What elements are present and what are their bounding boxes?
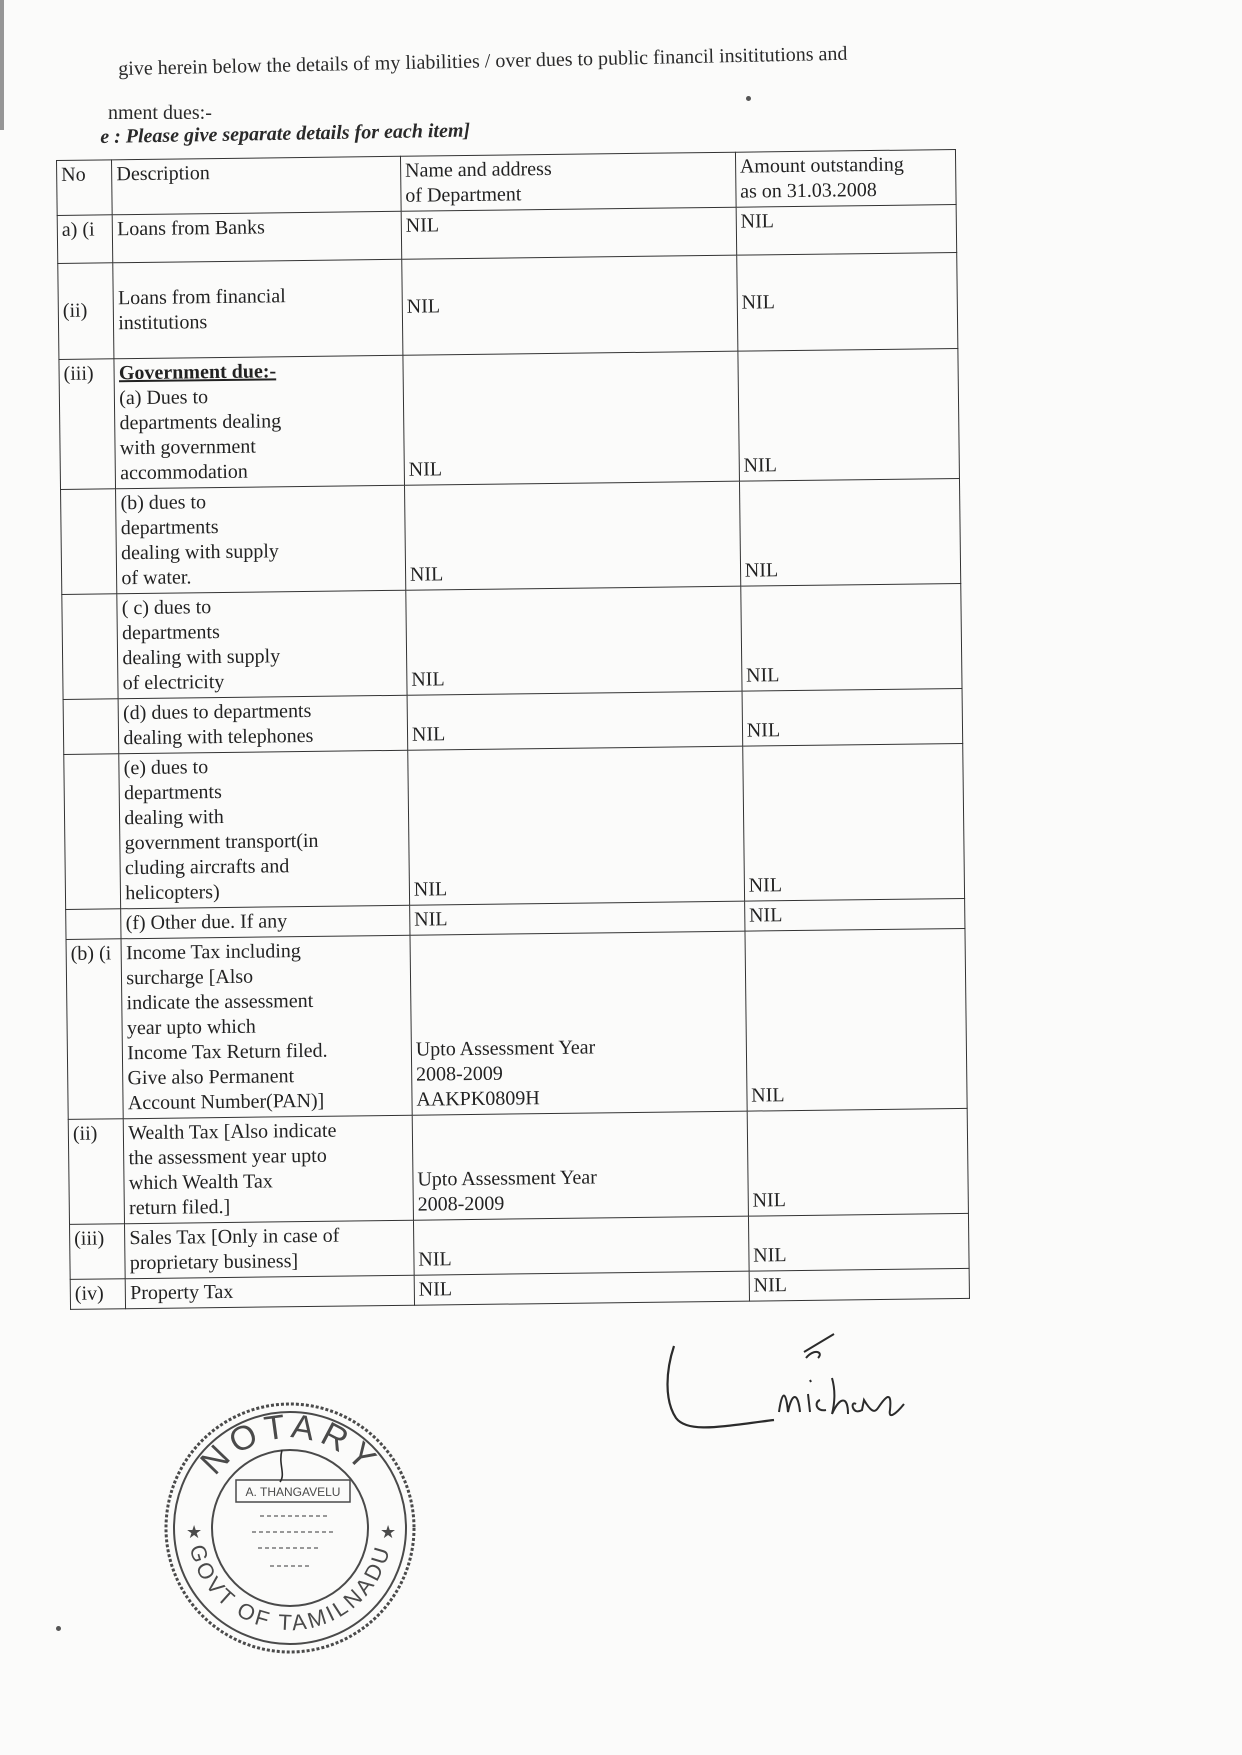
row-number: (iv) — [70, 1279, 126, 1310]
table-row — [62, 583, 962, 699]
row-description-line: (a) Dues to — [119, 386, 209, 410]
row-department — [406, 586, 742, 695]
row-description-line: with government — [119, 435, 257, 460]
intro-line-2: nment dues:- — [108, 102, 212, 124]
row-description-line: (d) dues to departments — [122, 699, 312, 725]
row-description-line: proprietary business] — [129, 1250, 299, 1275]
row-department — [408, 746, 745, 905]
table-row — [58, 253, 958, 360]
scan-speck — [746, 96, 751, 101]
stamp-star-left: ★ — [186, 1522, 203, 1543]
table-row — [66, 928, 967, 1119]
header-description: Description — [112, 156, 401, 215]
row-description-line: dealing with telephones — [123, 724, 314, 750]
row-department — [401, 207, 736, 259]
row-department — [410, 901, 745, 935]
table-body — [57, 205, 969, 1310]
row-amount: NIL — [739, 478, 961, 586]
table-row — [61, 478, 961, 594]
intro-line-1: give herein below the details of my liabilities / over dues to public financil insititutions and — [118, 42, 848, 80]
row-description — [119, 750, 409, 909]
row-amount: NIL — [745, 928, 967, 1111]
row-amount: NIL — [742, 688, 963, 746]
row-description-line: institutions — [118, 310, 208, 334]
table-row — [64, 743, 965, 909]
row-description — [112, 211, 401, 263]
row-number — [62, 594, 119, 700]
row-number: a) (i — [57, 215, 113, 264]
row-description — [117, 590, 407, 699]
header-department-line2: of Department — [405, 183, 522, 207]
row-heading: Government due:- — [118, 360, 277, 385]
row-department-line: NIL — [411, 668, 445, 691]
row-description — [116, 485, 406, 594]
row-department-line: Upto Assessment Year — [417, 1166, 597, 1191]
row-description-line: which Wealth Tax — [128, 1170, 273, 1195]
liabilities-table-wrapper — [56, 149, 970, 1310]
row-number: (b) (i — [66, 939, 123, 1120]
row-description-line: dealing with supply — [120, 540, 279, 565]
row-description-line: ( c) dues to — [121, 596, 212, 620]
row-description-line: Loans from financial — [117, 284, 286, 309]
liabilities-table — [56, 149, 970, 1310]
row-department-line: Upto Assessment Year — [415, 1036, 596, 1061]
row-description-line: Income Tax Return filed. — [127, 1039, 328, 1065]
row-amount: NIL — [736, 253, 957, 352]
row-department-line: NIL — [413, 878, 448, 901]
row-description-line: departments — [123, 781, 222, 805]
header-no: No — [57, 160, 113, 216]
row-description — [121, 905, 410, 939]
row-description-line: surcharge [Also — [126, 965, 254, 990]
row-description-line: departments — [121, 621, 220, 645]
row-department — [404, 481, 740, 590]
stamp-name: A. THANGAVELU — [245, 1485, 341, 1499]
row-description-line: accommodation — [119, 460, 248, 485]
row-department — [407, 691, 743, 750]
row-description — [125, 1220, 414, 1279]
row-department-line: 2008-2009 — [415, 1062, 503, 1086]
row-description-line: government transport(in — [124, 829, 319, 855]
stamp-top-text: NOTARY — [193, 1407, 387, 1482]
row-number: (ii) — [68, 1119, 125, 1225]
notary-stamp — [160, 1398, 420, 1658]
stamp-bottom-text: GOVT OF TAMILNADU — [184, 1541, 396, 1636]
row-description-line: Loans from Banks — [117, 216, 266, 241]
row-description — [121, 935, 412, 1119]
row-department — [403, 351, 739, 485]
row-department-line: 2008-2009 — [417, 1192, 505, 1216]
header-amount-line2: as on 31.03.2008 — [740, 178, 877, 203]
row-department-line: NIL — [418, 1278, 453, 1301]
scan-speck — [56, 1626, 61, 1631]
row-number — [66, 909, 122, 940]
row-department-line: AAKPK0809H — [416, 1087, 540, 1111]
row-description-line: departments — [120, 516, 219, 540]
row-description-line: (f) Other due. If any — [125, 910, 288, 935]
signature — [664, 1330, 964, 1440]
row-number — [64, 754, 121, 910]
row-department-line: NIL — [406, 295, 441, 318]
row-department-line: NIL — [411, 723, 446, 746]
row-description — [125, 1275, 414, 1309]
row-description-line: departments dealing — [119, 410, 282, 435]
row-department-line: NIL — [405, 214, 440, 237]
intro-note: e : Please give separate details for each item] — [100, 119, 471, 148]
row-number: (iii) — [59, 359, 116, 490]
row-description-line: the assessment year upto — [128, 1144, 327, 1170]
stamp-star-right: ★ — [380, 1522, 397, 1543]
row-amount: NIL — [742, 743, 964, 901]
row-department — [414, 1271, 749, 1305]
row-department — [402, 255, 738, 355]
row-number — [63, 699, 119, 755]
row-description-line: return filed.] — [128, 1195, 231, 1220]
row-description-line: (b) dues to — [120, 491, 207, 515]
row-description-line: Give also Permanent — [127, 1065, 295, 1090]
row-department — [410, 931, 747, 1115]
row-description-line: dealing with — [124, 806, 224, 830]
scan-edge-mark — [0, 0, 4, 130]
row-description-line: of water. — [121, 566, 192, 590]
row-amount: NIL — [741, 583, 963, 691]
row-amount: NIL — [747, 1108, 969, 1216]
header-amount-line1: Amount outstanding — [739, 153, 904, 178]
row-description-line: of electricity — [122, 670, 225, 695]
row-department-line: NIL — [418, 1248, 452, 1271]
table-row — [68, 1108, 968, 1224]
row-amount: NIL — [749, 1268, 970, 1301]
row-description-line: (e) dues to — [123, 756, 209, 780]
row-number: (ii) — [58, 263, 114, 360]
row-description — [118, 695, 407, 754]
row-number: (iii) — [70, 1224, 126, 1280]
row-description-line: Account Number(PAN)] — [127, 1089, 325, 1115]
row-amount: NIL — [738, 348, 960, 481]
row-description-line: cluding aircrafts and — [124, 855, 290, 880]
row-department-line: NIL — [414, 908, 448, 931]
table-row — [59, 348, 960, 489]
row-description-line: year upto which — [126, 1015, 256, 1040]
row-description — [114, 355, 404, 489]
header-amount — [735, 150, 956, 208]
row-description — [113, 259, 403, 359]
row-description-line: indicate the assessment — [126, 989, 314, 1015]
row-number — [61, 489, 118, 595]
row-description-line: Sales Tax [Only in case of — [129, 1224, 340, 1250]
header-department — [400, 152, 736, 211]
row-description-line: Property Tax — [130, 1280, 234, 1305]
row-amount: NIL — [744, 898, 965, 931]
row-description-line: Wealth Tax [Also indicate — [128, 1119, 337, 1145]
row-amount: NIL — [736, 205, 957, 256]
row-department-line: NIL — [409, 563, 444, 586]
row-description-line: Income Tax including — [125, 940, 301, 965]
row-department — [412, 1111, 748, 1220]
row-department — [413, 1216, 749, 1275]
row-description-line: dealing with supply — [122, 645, 281, 670]
row-amount: NIL — [748, 1213, 969, 1271]
row-description — [124, 1115, 414, 1224]
header-department-line1: Name and address — [404, 157, 552, 182]
row-department-line: NIL — [408, 458, 443, 481]
row-description-line: helicopters) — [125, 881, 220, 905]
svg-text:NOTARY — [193, 1407, 387, 1482]
